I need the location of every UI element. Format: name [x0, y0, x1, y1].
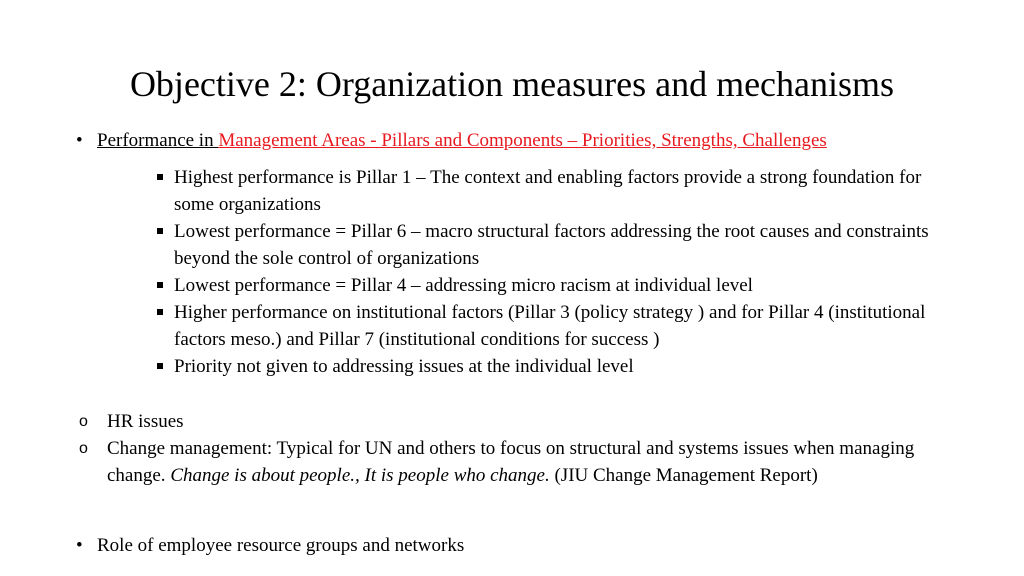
circle-bullet-icon: o — [79, 440, 88, 457]
bullet-employee-groups — [76, 533, 464, 559]
list-item — [155, 353, 955, 380]
list-item-change-management — [76, 435, 956, 489]
employee-groups-text: Role of employee resource groups and networks — [97, 535, 465, 556]
list-item-text: Highest performance is Pillar 1 – The context and enabling factors provide a strong foundation for some organizations — [174, 167, 922, 215]
management-areas-text: Management Areas - Pillars and Components – Priorities, Strengths, Challenges — [218, 130, 827, 151]
circle-bullet-list — [76, 408, 956, 489]
list-item — [155, 299, 955, 353]
slide-title: Objective 2: Organization measures and mechanisms — [129, 64, 895, 104]
bullet-performance — [76, 128, 827, 154]
list-item-hr-issues — [76, 408, 956, 435]
sub-bullet-list — [155, 164, 955, 380]
change-management-text: Change management: Typical for UN and others to focus on structural and systems issues when managing change. — [107, 438, 915, 486]
list-item-text: HR issues — [107, 411, 184, 432]
square-bullet-icon — [157, 174, 163, 180]
list-item — [155, 164, 955, 218]
square-bullet-icon — [157, 282, 163, 288]
bullet-dot-icon: • — [76, 130, 83, 151]
circle-bullet-icon: o — [79, 413, 88, 430]
change-source-text: (JIU Change Management Report) — [549, 465, 818, 486]
list-item-text: Higher performance on institutional factors (Pillar 3 (policy strategy ) and for Pillar 4 (institutional factors meso.) and Pillar 7 (institutional conditions for success ) — [174, 302, 926, 350]
list-item-text: Lowest performance = Pillar 4 – addressing micro racism at individual level — [174, 275, 753, 296]
change-quote-text: Change is about people., It is people who change. — [170, 465, 550, 486]
square-bullet-icon — [157, 309, 163, 315]
list-item-text: Lowest performance = Pillar 6 – macro structural factors addressing the root causes and constraints beyond the sole control of organizations — [174, 221, 929, 269]
square-bullet-icon — [157, 228, 163, 234]
list-item — [155, 218, 955, 272]
square-bullet-icon — [157, 363, 163, 369]
bullet-dot-icon: • — [76, 535, 83, 556]
performance-prefix: Performance in — [97, 130, 219, 151]
list-item-text: Priority not given to addressing issues at the individual level — [174, 356, 634, 377]
list-item — [155, 272, 955, 299]
